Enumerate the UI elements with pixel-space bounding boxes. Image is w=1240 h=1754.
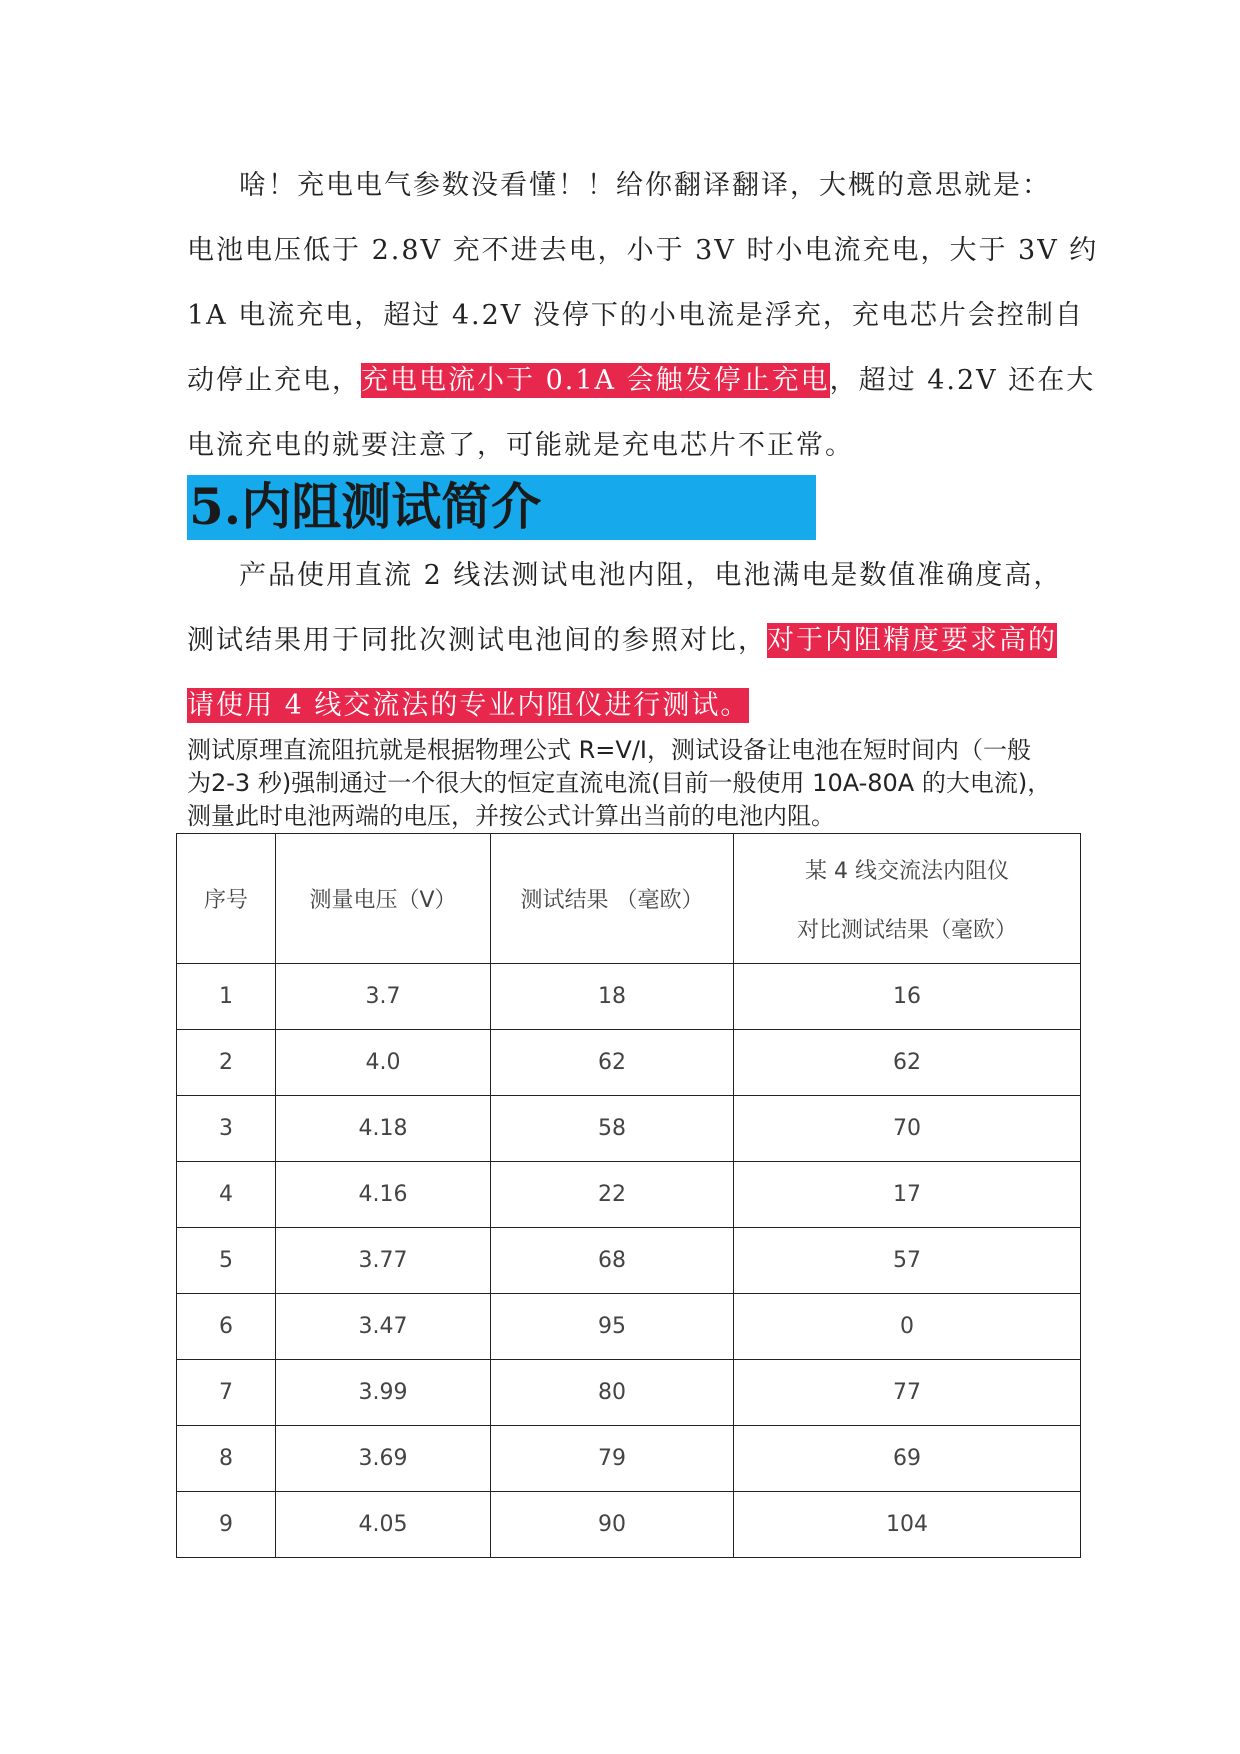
- cell-compare: 104: [734, 1492, 1081, 1558]
- cell-result: 58: [491, 1096, 734, 1162]
- cell-result: 79: [491, 1426, 734, 1492]
- charging-line-1: 啥！充电电气参数没看懂！！给你翻译翻译，大概的意思就是：: [239, 170, 1051, 201]
- table-row: [177, 1294, 1081, 1360]
- cell-result: 95: [491, 1294, 734, 1360]
- cell-voltage: 4.0: [276, 1030, 491, 1096]
- header-compare-line-2: 对比测试结果（毫欧）: [796, 917, 1017, 943]
- cell-compare: 62: [734, 1030, 1081, 1096]
- precision-highlight-2: 请使用 4 线交流法的专业内阻仪进行测试。: [187, 690, 750, 721]
- table-row: [177, 1360, 1081, 1426]
- principle-line-3: 测量此时电池两端的电压，并按公式计算出当前的电池内阻。: [187, 802, 835, 830]
- cell-voltage: 4.18: [276, 1096, 491, 1162]
- cell-index: 5: [177, 1228, 276, 1294]
- charging-line-3: 1A 电流充电，超过 4.2V 没停下的小电流是浮充，充电芯片会控制自: [187, 300, 1084, 331]
- cell-voltage: 4.16: [276, 1162, 491, 1228]
- resistance-line-3: [187, 683, 749, 722]
- cell-index: 8: [177, 1426, 276, 1492]
- header-voltage: 测量电压（V）: [276, 834, 491, 964]
- table-row: [177, 1162, 1081, 1228]
- section-heading: [187, 475, 816, 540]
- resistance-line-2: [187, 618, 1057, 657]
- table-row: [177, 1096, 1081, 1162]
- header-result: 测试结果 （毫欧）: [491, 834, 734, 964]
- resistance-table: [176, 833, 1081, 1558]
- cell-compare: 57: [734, 1228, 1081, 1294]
- table-header-row: [177, 834, 1081, 964]
- table-row: [177, 964, 1081, 1030]
- cell-result: 18: [491, 964, 734, 1030]
- cell-index: 7: [177, 1360, 276, 1426]
- cell-index: 4: [177, 1162, 276, 1228]
- charging-line-4-end: ，超过 4.2V 还在大: [829, 365, 1096, 396]
- cell-compare: 0: [734, 1294, 1081, 1360]
- cell-index: 9: [177, 1492, 276, 1558]
- cell-voltage: 3.7: [276, 964, 491, 1030]
- cell-voltage: 3.99: [276, 1360, 491, 1426]
- principle-line-1: 测试原理直流阻抗就是根据物理公式 R=V/I，测试设备让电池在短时间内（一般: [187, 736, 1031, 764]
- table-row: [177, 1228, 1081, 1294]
- cell-result: 68: [491, 1228, 734, 1294]
- charging-line-4: [187, 358, 1095, 397]
- precision-highlight-1: 对于内阻精度要求高的: [767, 625, 1057, 656]
- charging-line-2: 电池电压低于 2.8V 充不进去电，小于 3V 时小电流充电，大于 3V 约: [187, 235, 1099, 266]
- resistance-line-2-start: 测试结果用于同批次测试电池间的参照对比，: [187, 625, 767, 656]
- section-heading-text: 5.内阻测试简介: [189, 477, 542, 536]
- charging-line-5: 电流充电的就要注意了，可能就是充电芯片不正常。: [187, 430, 854, 461]
- cell-index: 1: [177, 964, 276, 1030]
- cell-index: 3: [177, 1096, 276, 1162]
- cell-index: 6: [177, 1294, 276, 1360]
- cell-compare: 17: [734, 1162, 1081, 1228]
- cell-result: 22: [491, 1162, 734, 1228]
- cell-voltage: 3.77: [276, 1228, 491, 1294]
- charging-line-4-start: 动停止充电，: [187, 365, 361, 396]
- cell-compare: 69: [734, 1426, 1081, 1492]
- principle-note: [187, 734, 1087, 833]
- cell-result: 62: [491, 1030, 734, 1096]
- cell-compare: 77: [734, 1360, 1081, 1426]
- cell-result: 80: [491, 1360, 734, 1426]
- principle-line-2: 为2-3 秒)强制通过一个很大的恒定直流电流(目前一般使用 10A-80A 的大电流)，: [187, 769, 1052, 797]
- cell-voltage: 3.47: [276, 1294, 491, 1360]
- cell-index: 2: [177, 1030, 276, 1096]
- cell-compare: 16: [734, 964, 1081, 1030]
- cell-compare: 70: [734, 1096, 1081, 1162]
- charging-stop-highlight: 充电电流小于 0.1A 会触发停止充电: [361, 365, 830, 396]
- cell-voltage: 3.69: [276, 1426, 491, 1492]
- header-compare-line-1: 某 4 线交流法内阻仪: [805, 858, 1009, 884]
- table-body: [177, 964, 1081, 1558]
- table-row: [177, 1030, 1081, 1096]
- table-row: [177, 1426, 1081, 1492]
- resistance-line-1: 产品使用直流 2 线法测试电池内阻，电池满电是数值准确度高，: [239, 560, 1063, 591]
- header-compare: [734, 834, 1081, 964]
- cell-voltage: 4.05: [276, 1492, 491, 1558]
- cell-result: 90: [491, 1492, 734, 1558]
- table-row: [177, 1492, 1081, 1558]
- header-index: 序号: [177, 834, 276, 964]
